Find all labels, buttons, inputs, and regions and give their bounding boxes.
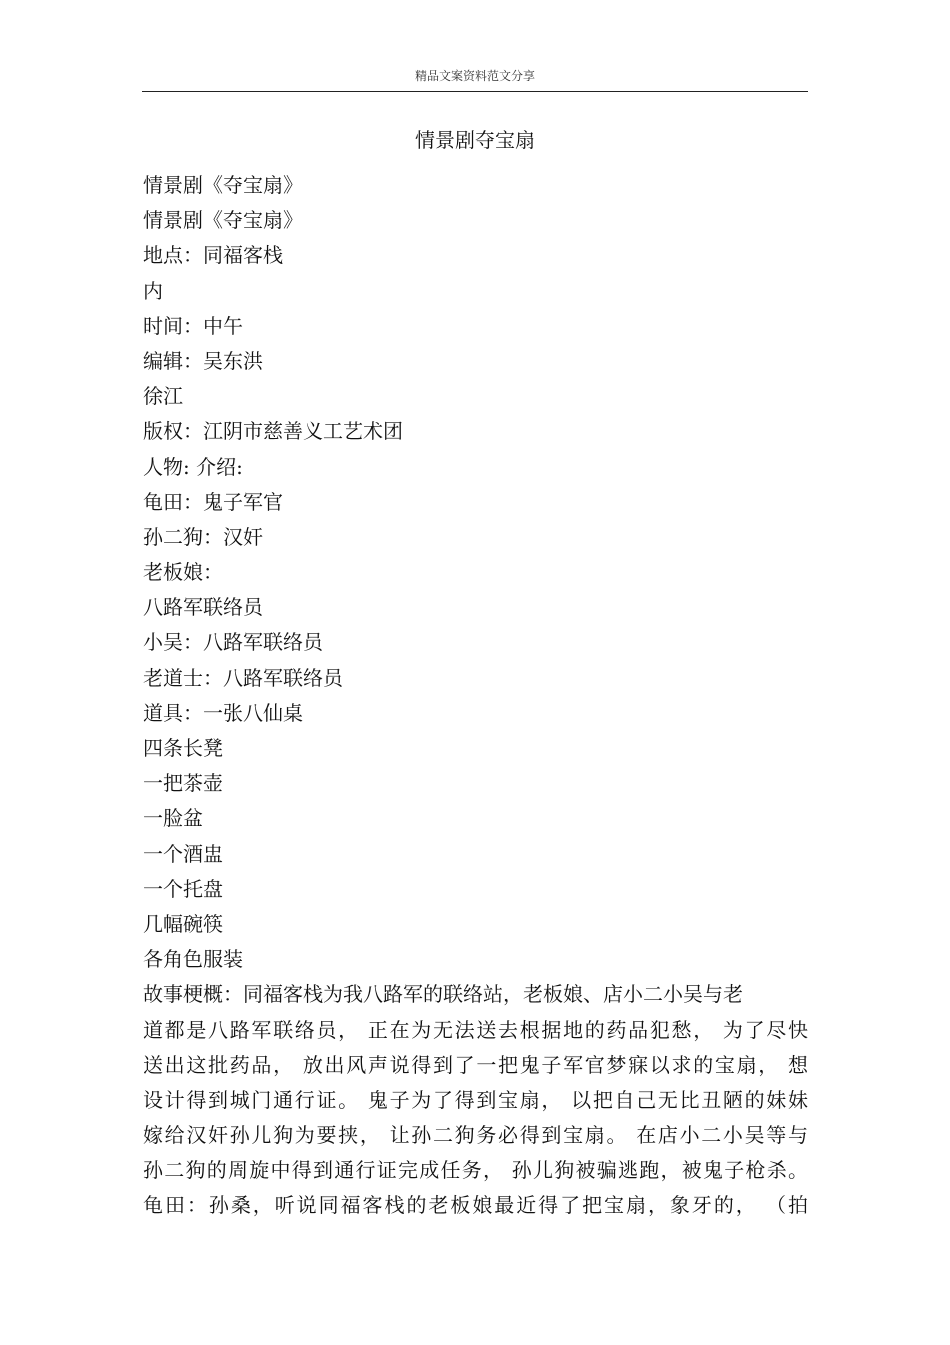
text-line: 内 — [143, 278, 163, 303]
text-line: 情景剧《夺宝扇》 — [143, 173, 303, 197]
text-line: 一个托盘 — [143, 876, 223, 901]
text-line: 一脸盆 — [143, 806, 203, 831]
text-line: 设计得到城门通行证。 鬼子为了得到宝扇， 以把自己无比丑陋的妹妹 — [143, 1087, 808, 1112]
text-line: 时间：中午 — [143, 313, 243, 338]
text-line: 孙二狗：汉奸 — [143, 524, 263, 549]
text-line: 版权：江阴市慈善义工艺术团 — [143, 419, 403, 444]
text-line: 嫁给汉奸孙儿狗为要挟， 让孙二狗务必得到宝扇。 在店小二小吴等与 — [143, 1123, 808, 1148]
text-line: 地点：同福客栈 — [143, 243, 283, 268]
text-line: 道具：一张八仙桌 — [143, 700, 303, 725]
text-line: 一个酒盅 — [143, 841, 223, 866]
text-line: 故事梗概：同福客栈为我八路军的联络站，老板娘、店小二小吴与老 — [143, 982, 743, 1007]
document-title: 情景剧夺宝扇 — [415, 128, 535, 152]
header-text: 精品文案资料范文分享 — [414, 69, 535, 83]
text-line: 道都是八路军联络员， 正在为无法送去根据地的药品犯愁， 为了尽快 — [143, 1017, 808, 1042]
document-body — [143, 168, 808, 1224]
text-line: 孙二狗的周旋中得到通行证完成任务， 孙儿狗被骗逃跑，被鬼子枪杀。 — [143, 1158, 808, 1183]
text-line: 八路军联络员 — [143, 595, 263, 620]
text-line: 一把茶壶 — [143, 771, 223, 796]
text-line: 龟田：鬼子军官 — [143, 489, 283, 514]
text-line: 小吴：八路军联络员 — [143, 630, 323, 655]
text-line: 送出这批药品， 放出风声说得到了一把鬼子军官梦寐以求的宝扇， 想 — [143, 1052, 808, 1077]
text-line: 老道士：八路军联络员 — [143, 665, 343, 690]
text-line: 老板娘： — [143, 560, 223, 585]
text-line: 龟田：孙桑，听说同福客栈的老板娘最近得了把宝扇，象牙的， （拍 — [143, 1193, 808, 1218]
text-line: 徐江 — [143, 384, 183, 409]
page-header — [142, 66, 808, 92]
text-line: 编辑：吴东洪 — [143, 348, 263, 373]
text-line: 几幅碗筷 — [143, 911, 223, 936]
text-line: 各角色服装 — [143, 947, 243, 972]
text-line: 四条长凳 — [143, 736, 223, 760]
text-line: 人物: 介绍: — [143, 454, 243, 479]
text-line: 情景剧《夺宝扇》 — [143, 208, 303, 233]
